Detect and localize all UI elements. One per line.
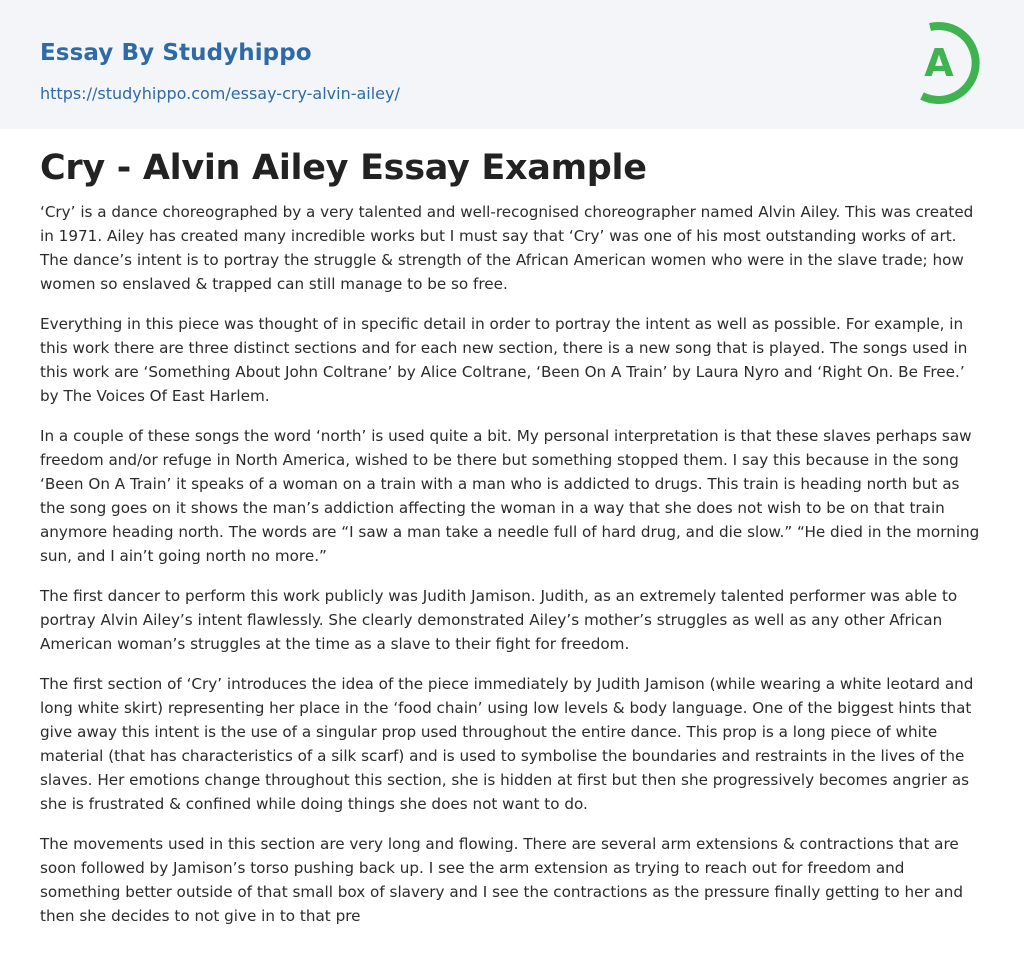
essay-url-link[interactable]: https://studyhippo.com/essay-cry-alvin-ailey/ — [40, 84, 400, 103]
site-brand[interactable]: Essay By Studyhippo — [40, 40, 312, 66]
site-header — [0, 0, 1024, 129]
page-title: Cry - Alvin Ailey Essay Example — [40, 148, 647, 188]
article — [0, 129, 1024, 928]
article-paragraph: The first dancer to perform this work publicly was Judith Jamison. Judith, as an extremely talented performer was able to portray Alvin Ailey’s intent flawlessly. She clearly demonstrated Ailey’s mother’s struggles as well as any other African American woman’s struggles at the time as a slave to their fight for freedom. — [40, 587, 958, 653]
article-paragraph: The first section of ‘Cry’ introduces the idea of the piece immediately by Judith Jamison (while wearing a white leotard and long white skirt) representing her place in the ‘food chain’ using low levels & body language. One of the biggest hints that give away this intent is the use of a singular prop used throughout the entire dance. This prop is a long piece of white material (that has characteristics of a silk scarf) and is used to symbolise the boundaries and restraints in the lives of the slaves. Her emotions change throughout this section, she is hidden at first but then she progressively becomes angrier as she is frustrated & confined while doing things she does not want to do. — [40, 675, 974, 813]
article-paragraph: Everything in this piece was thought of in specific detail in order to portray the intent as well as possible. For example, in this work there are three distinct sections and for each new section, there is a new song that is played. The songs used in this work are ‘Something About John Coltrane’ by Alice Coltrane, ‘Been On A Train’ by Laura Nyro and ‘Right On. Be Free.’ by The Voices Of East Harlem. — [40, 315, 968, 405]
logo-letter: A — [924, 41, 954, 85]
studyhippo-logo-icon[interactable] — [908, 18, 988, 106]
article-paragraph: The movements used in this section are very long and flowing. There are several arm extensions & contractions that are soon followed by Jamison’s torso pushing back up. I see the arm extension as trying to reach out for freedom and something better outside of that small box of slavery and I see the contractions as the pressure finally getting to her and then she decides to not give in to that pre — [40, 835, 964, 925]
article-paragraph: ‘Cry’ is a dance choreographed by a very talented and well-recognised choreographer named Alvin Ailey. This was created in 1971. Ailey has created many incredible works but I must say that ‘Cry’ was one of his most outstanding works of art. The dance’s intent is to portray the struggle & strength of the African American women who were in the slave trade; how women so enslaved & trapped can still manage to be so free. — [40, 203, 974, 293]
article-paragraph: In a couple of these songs the word ‘north’ is used quite a bit. My personal interpretation is that these slaves perhaps saw freedom and/or refuge in North America, wished to be there but something stopped them. I say this because in the song ‘Been On A Train’ it speaks of a woman on a train with a man who is addicted to drugs. This train is heading north but as the song goes on it shows the man’s addiction affecting the woman in a way that she does not wish to be on that train anymore heading north. The words are “I saw a man take a needle full of hard drug, and die slow.” “He died in the morning sun, and I ain’t going north no more.” — [40, 427, 980, 565]
